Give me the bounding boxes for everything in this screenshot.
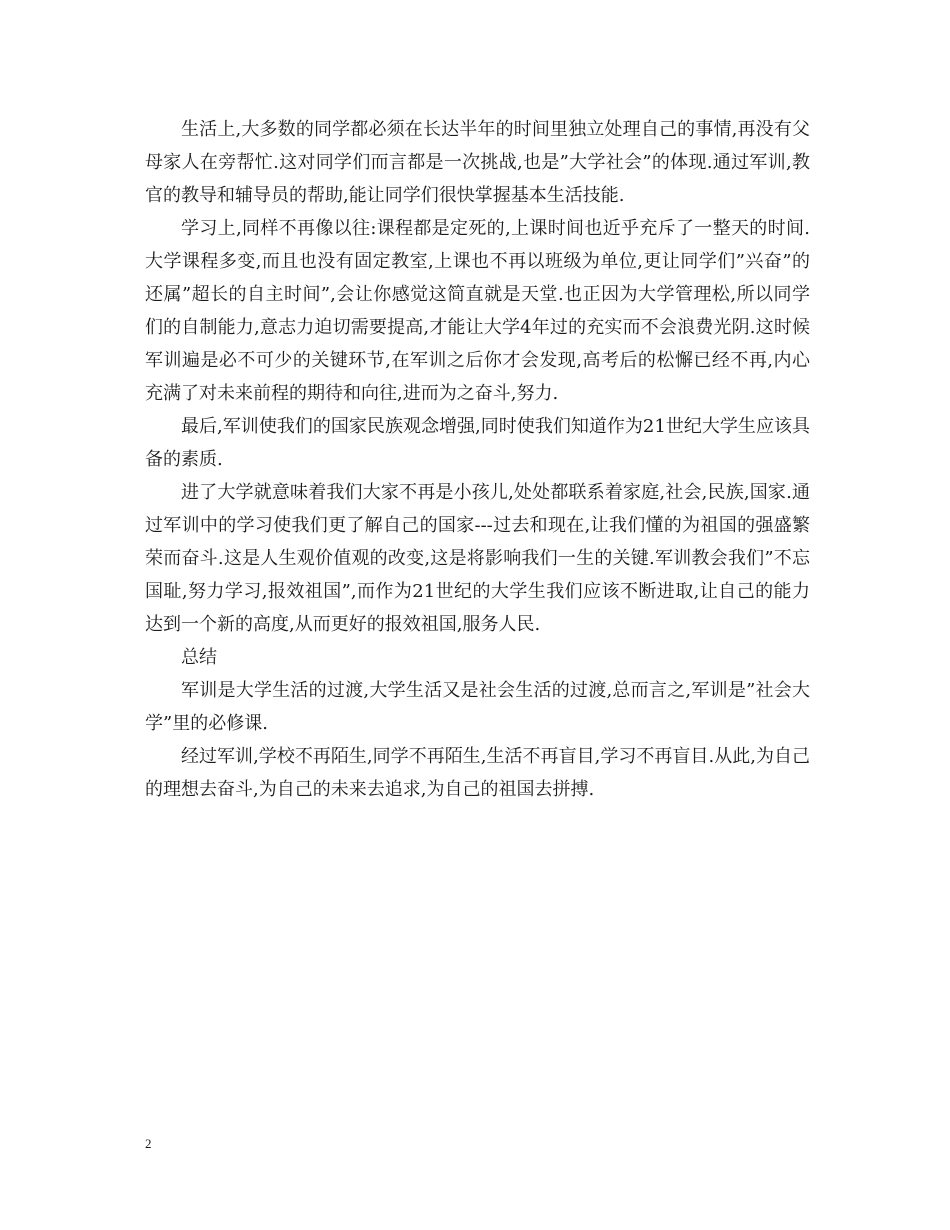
paragraph-life: 生活上,大多数的同学都必须在长达半年的时间里独立处理自己的事情,再没有父母家人在旁帮忙.这对同学们而言都是一次挑战,也是”大学社会”的体现.通过军训,教官的教导和辅导员的帮助,能让同学们很快掌握基本生活技能.	[145, 119, 810, 206]
page-number: 2	[145, 1136, 152, 1151]
paragraph-entering-university: 进了大学就意味着我们大家不再是小孩儿,处处都联系着家庭,社会,民族,国家.通过军训中的学习使我们更了解自己的国家---过去和现在,让我们懂的为祖国的强盛繁荣而奋斗.这是人生观价值观的改变,这是将影响我们一生的关键.军训教会我们”不忘国耻,努力学习,报效祖国”,而作为21世纪的大学生我们应该不断进取,让自己的能力达到一个新的高度,从而更好的报效祖国,服务人民.	[145, 482, 810, 635]
paragraph-transition: 军训是大学生活的过渡,大学生活又是社会生活的过渡,总而言之,军训是”社会大学”里的必修课.	[145, 680, 810, 734]
paragraph-conclusion: 经过军训,学校不再陌生,同学不再陌生,生活不再盲目,学习不再盲目.从此,为自己的理想去奋斗,为自己的未来去追求,为自己的祖国去拼搏.	[145, 746, 810, 800]
paragraph-study: 学习上,同样不再像以往:课程都是定死的,上课时间也近乎充斥了一整天的时间.大学课程多变,而且也没有固定教室,上课也不再以班级为单位,更让同学们”兴奋”的还属”超长的自主时间”,会让你感觉这简直就是天堂.也正因为大学管理松,所以同学们的自制能力,意志力迫切需要提高,才能让大学4年过的充实而不会浪费光阴.这时候军训遍是必不可少的关键环节,在军训之后你才会发现,高考后的松懈已经不再,内心充满了对未来前程的期待和向往,进而为之奋斗,努力.	[145, 218, 810, 404]
paragraph-national-awareness: 最后,军训使我们的国家民族观念增强,同时使我们知道作为21世纪大学生应该具备的素质.	[145, 416, 810, 470]
document-body	[145, 113, 810, 806]
section-heading-summary: 总结	[181, 647, 217, 668]
